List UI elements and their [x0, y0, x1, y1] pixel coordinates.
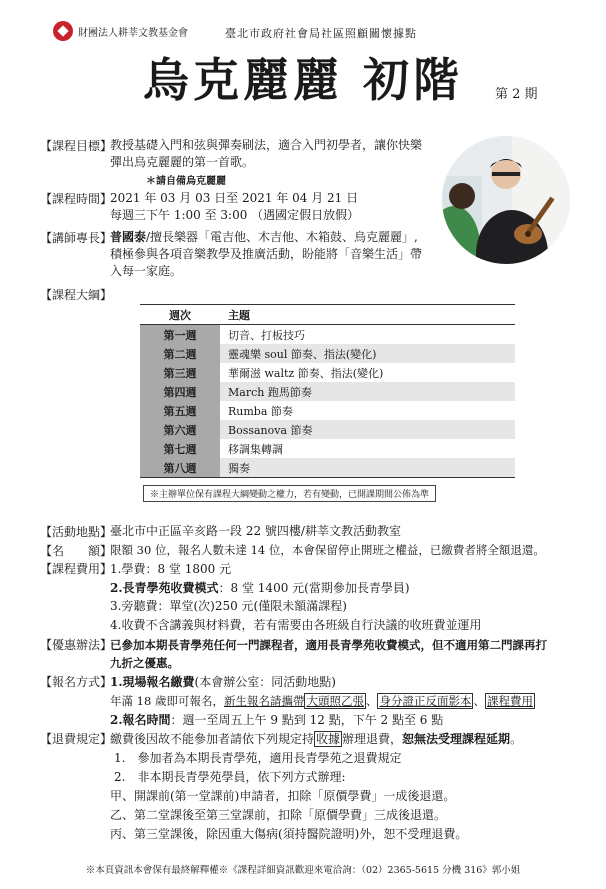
week-cell: 第七週: [140, 439, 220, 458]
period-label: 第 2 期: [495, 87, 538, 102]
topic-cell: 移調集轉調: [228, 442, 283, 456]
objective-line1: 教授基礎入門和弦與彈奏刷法，適合入門初學者，讓你快樂: [110, 138, 423, 152]
fees-text: [110, 560, 481, 634]
table-row: [140, 363, 515, 382]
refund-label: 【退費規定】: [40, 732, 113, 746]
instructor-label: 【講師專長】: [40, 231, 113, 245]
week-cell: 第四週: [140, 382, 220, 401]
fees-line2: ：8 堂 1400 元(當期參加長青學員): [218, 580, 410, 595]
location-text: 臺北市中正區辛亥路一段 22 號四樓/耕莘文教活動教室: [110, 524, 401, 538]
topic-cell: 切音、打板技巧: [228, 328, 305, 342]
discount-line1: 已參加本期長青學苑任何一門課程者，適用長青學苑收費模式，但不適用第二門課再打: [110, 638, 547, 652]
table-row: [140, 382, 515, 401]
header-week: 週次: [140, 305, 220, 325]
topic-cell: 華爾滋 waltz 節奏、指法(變化): [228, 366, 384, 380]
registration-line1-bold: 1.現場報名繳費: [110, 675, 195, 689]
topic-cell: Rumba 節奏: [228, 404, 293, 418]
item-photo: 大頭照乙張: [306, 694, 364, 708]
syllabus-header-row: [140, 305, 515, 325]
topic-cell: Bossanova 節奏: [220, 420, 515, 439]
objective-label: 【課程目標】: [40, 139, 113, 153]
separator: 、: [365, 694, 378, 708]
topic-cell: 靈魂樂 soul 節奏、指法(變化): [220, 344, 515, 363]
org-name: 財團法人耕莘文教基金會: [78, 27, 188, 39]
week-cell: 第一週: [140, 325, 220, 345]
instructor-name: 普國泰: [110, 230, 147, 244]
table-row: [140, 439, 515, 458]
header-topic: 主題: [220, 305, 515, 325]
week-cell: 第八週: [140, 458, 220, 478]
receipt-box: 收據: [316, 732, 341, 746]
fees-line3: 3.旁聽費：單堂(次)250 元(僅限未額滿課程): [110, 599, 347, 613]
discount-text: [110, 636, 547, 672]
registration-text: [110, 673, 535, 730]
syllabus-table: [140, 304, 515, 478]
objective-text: [110, 137, 422, 171]
registration-age-text: 年滿 18 歲即可報名，: [110, 694, 224, 708]
instructor-photo: [442, 136, 570, 264]
table-row: [140, 420, 515, 439]
refund-no-postpone: 恕無法受理課程延期: [402, 732, 511, 746]
refund-item: 2. 非本期長青學苑學員，依下列方式辦理:: [114, 770, 346, 784]
schedule-line2: 每週三下午 1:00 至 3:00 （遇國定假日放假）: [110, 208, 360, 222]
table-row: [140, 325, 515, 345]
schedule-label: 【課程時間】: [40, 192, 113, 206]
instructor-text: [110, 229, 422, 280]
week-cell: 第六週: [140, 420, 220, 439]
org-logo: [53, 21, 188, 41]
objective-note: ＊請自備烏克麗麗: [146, 176, 226, 187]
table-row: [140, 344, 515, 363]
schedule-text: [110, 190, 359, 224]
fees-line1: 1.學費：8 堂 1800 元: [110, 562, 232, 576]
sponsor-text: 臺北市政府社會局社區照顧關懷據點: [225, 27, 417, 40]
registration-line1: (本會辦公室：同活動地點): [194, 675, 336, 689]
refund-line1-end: 。: [510, 732, 523, 746]
quota-label: 【名 額】: [40, 544, 113, 558]
quota-text: 限額 30 位，報名人數未達 14 位，本會保留停止開班之權益，已繳費者將全額退還。: [110, 543, 545, 557]
org-logo-icon: [53, 21, 73, 41]
schedule-line1: 2021 年 03 月 03 日至 2021 年 04 月 21 日: [110, 191, 359, 205]
refund-item: 丙、第三堂課後，除因重大傷病(須持醫院證明)外，恕不受理退費。: [110, 827, 468, 841]
fees-line2-bold: 2.長青學苑收費模式: [110, 580, 219, 595]
page-title: 烏克麗麗 初階: [142, 53, 463, 107]
syllabus-label: 【課程大綱】: [40, 288, 113, 302]
objective-line2: 彈出烏克麗麗的第一首歌。: [110, 155, 255, 169]
fees-label: 【課程費用】: [40, 562, 113, 576]
registration-bring-text: 新生報名請攜帶: [223, 694, 305, 708]
item-fee: 課程費用: [486, 694, 533, 708]
refund-item: 甲、開課前(第一堂課前)申請者，扣除「原價學費」一成後退還。: [110, 789, 456, 803]
separator: 、: [473, 694, 485, 708]
registration-time: ：週一至周五上午 9 點到 12 點，下午 2 點至 6 點: [170, 713, 444, 727]
location-label: 【活動地點】: [40, 525, 113, 539]
instructor-line2: 積極參與各項音樂教學及推廣活動，盼能將「音樂生活」帶: [110, 247, 423, 261]
refund-text: [110, 730, 522, 844]
week-cell: 第三週: [140, 363, 220, 382]
discount-label: 【優惠辦法】: [40, 638, 113, 652]
table-row: [140, 401, 515, 420]
topic-cell: 獨奏: [220, 458, 515, 478]
fees-line4: 4.收費不含講義與材料費，若有需要由各班級自行決議的收班費並運用: [110, 617, 482, 632]
item-id-copy: 身分證正反面影本: [379, 694, 472, 708]
discount-line2: 九折之優惠。: [110, 656, 179, 670]
refund-line1: 繳費後因故不能參加者請依下列規定持: [110, 732, 315, 746]
refund-item: 乙、第二堂課後至第三堂課前，扣除「原價學費」三成後退還。: [110, 808, 447, 822]
week-cell: 第二週: [140, 344, 220, 363]
footer-contact: ※本頁資訊本會保有最終解釋權※《課程詳細資訊歡迎來電洽詢：（02）2365-5615 分機 316》郭小姐: [85, 865, 521, 876]
instructor-line1: /擅長樂器「電吉他、木吉他、木箱鼓、烏克麗麗」,: [146, 230, 418, 244]
refund-line1-mid: 辦理退費，: [342, 732, 403, 746]
registration-label: 【報名方式】: [40, 675, 113, 689]
table-row: [140, 458, 515, 478]
topic-cell: March 跑馬節奏: [220, 382, 515, 401]
refund-item: 1. 參加者為本期長青學苑，適用長青學苑之退費規定: [114, 751, 402, 765]
instructor-line3: 入每一家庭。: [110, 264, 183, 278]
week-cell: 第五週: [140, 401, 220, 420]
registration-time-bold: 2.報名時間: [110, 713, 171, 727]
syllabus-note: ※主辦單位保有課程大綱變動之權力，若有變動，已開課期間公佈為準: [143, 485, 436, 502]
